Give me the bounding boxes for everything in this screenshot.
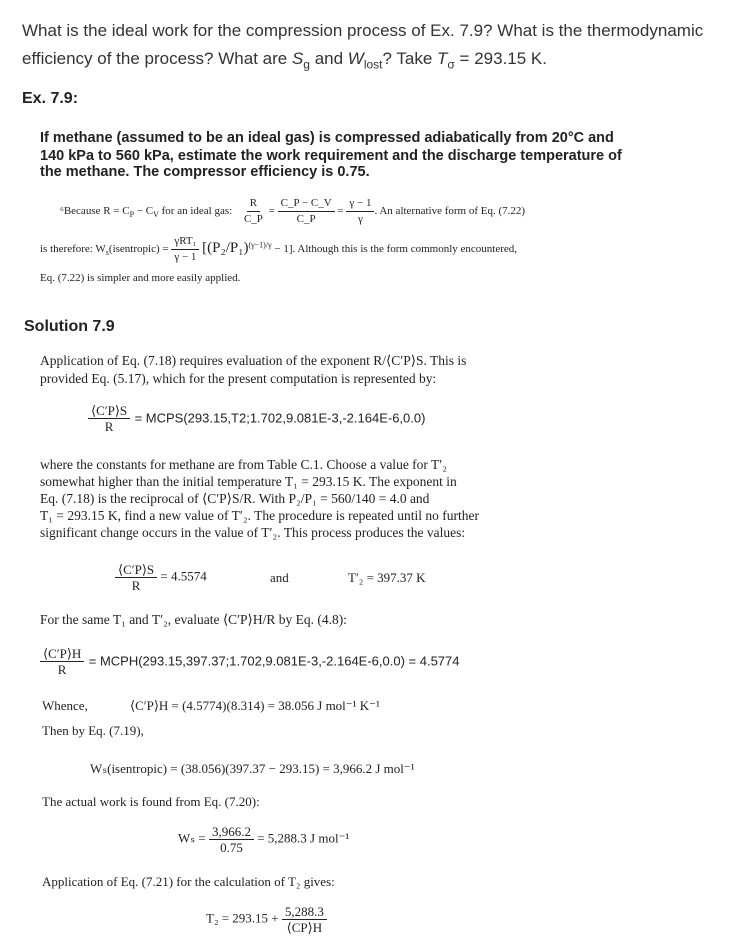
whence-expression: ⟨C′P⟩H = (4.5774)(8.314) = 38.056 J mol⁻¹ K⁻¹ bbox=[130, 698, 380, 713]
footnote-line-1: ⁶Because $R = C_P - C_V$ for an ideal gas: $\frac{R}{C\_P}$ = $\frac{C\_P - C\_V}{C\_P}$ = $\frac{\gamma - 1}{\gamma}$ . An alternative form of Eq. (7.22) bbox=[60, 197, 526, 225]
example-line-2: 140 kPa to 560 kPa, estimate the work requirement and the discharge temperature of bbox=[40, 148, 622, 164]
example-heading: Ex. 7.9: bbox=[22, 90, 79, 107]
actual-work-text: The actual work is found from Eq. (7.20): bbox=[42, 794, 260, 809]
equation-result-values: $\frac{⟨C'P⟩S}{R}$ = 4.5574 bbox=[115, 562, 207, 593]
then-text: Then by Eq. (7.19), bbox=[42, 723, 144, 738]
t2-prime-value: T′₂ = 397.37 K bbox=[348, 570, 426, 585]
question-line-1: What is the ideal work for the compression process of Ex. 7.9? What is the thermodynamic bbox=[22, 21, 704, 40]
example-line-1: If methane (assumed to be an ideal gas) is compressed adiabatically from 20°C and bbox=[40, 130, 614, 146]
example-line-3: the methane. The compressor efficiency is 0.75. bbox=[40, 164, 370, 180]
solution-para-2-line-1: where the constants for methane are from Table C.1. Choose a value for T′₂ bbox=[40, 457, 447, 472]
solution-heading: Solution 7.9 bbox=[24, 318, 115, 335]
solution-para-1-line-2: provided Eq. (5.17), which for the present computation is represented by: bbox=[40, 371, 437, 386]
footnote-line-2: is therefore: $W_s(isentropic)$ = $\frac{\text{γRT₁}}{\gamma - 1}$ $[(P_2/P_1)^{(\gamma-1)/\gamma} - 1]$. Although this is the form commonly encountered, bbox=[40, 235, 518, 263]
solution-para-2-line-4: T₁ = 293.15 K, find a new value of T′₂. The procedure is repeated until no further bbox=[40, 508, 479, 523]
question-line-2: efficiency of the process? What are $S_g$ and $W_{lost}$? Take $T_\sigma = 293.15$ K. bbox=[22, 49, 547, 72]
solution-para-2-line-5: significant change occurs in the value of T′₂. This process produces the values: bbox=[40, 525, 466, 540]
whence-label: Whence, bbox=[42, 698, 88, 713]
solution-para-2-line-2: somewhat higher than the initial temperature T₁ = 293.15 K. The exponent in bbox=[40, 474, 457, 489]
equation-actual-work: Wₛ = $\frac{3,966.2}{0.75}$ = 5,288.3 J mol⁻¹ bbox=[178, 824, 350, 855]
equation-isentropic-work: Wₛ(isentropic) = (38.056)(397.37 − 293.15) = 3,966.2 J mol⁻¹ bbox=[90, 761, 415, 776]
solution-para-2-line-3: Eq. (7.18) is the reciprocal of ⟨C′P⟩S/R. With P₂/P₁ = 560/140 = 4.0 and bbox=[40, 491, 430, 506]
equation-mcps: $\frac{⟨C'P⟩S}{R}$ = MCPS(293.15,T2;1.702,9.081E-3,-2.164E-6,0.0) bbox=[88, 403, 425, 434]
solution-para-1-line-1: Application of Eq. (7.18) requires evaluation of the exponent R/⟨C′P⟩S. This is bbox=[40, 353, 467, 368]
equation-t2: T₂ = 293.15 + $\frac{5,288.3}{⟨CP⟩H}$ bbox=[206, 904, 327, 935]
and-label: and bbox=[270, 570, 289, 585]
application-721-text: Application of Eq. (7.21) for the calculation of T₂ gives: bbox=[42, 874, 335, 889]
equation-mcph: $\frac{⟨C'P⟩H}{R}$ = MCPH(293.15,397.37;1.702,9.081E-3,-2.164E-6,0.0) = 4.5774 bbox=[40, 646, 460, 677]
solution-para-3: For the same T₁ and T′₂, evaluate ⟨C′P⟩H/R by Eq. (4.8): bbox=[40, 612, 347, 627]
footnote-line-3: Eq. (7.22) is simpler and more easily applied. bbox=[40, 272, 241, 284]
